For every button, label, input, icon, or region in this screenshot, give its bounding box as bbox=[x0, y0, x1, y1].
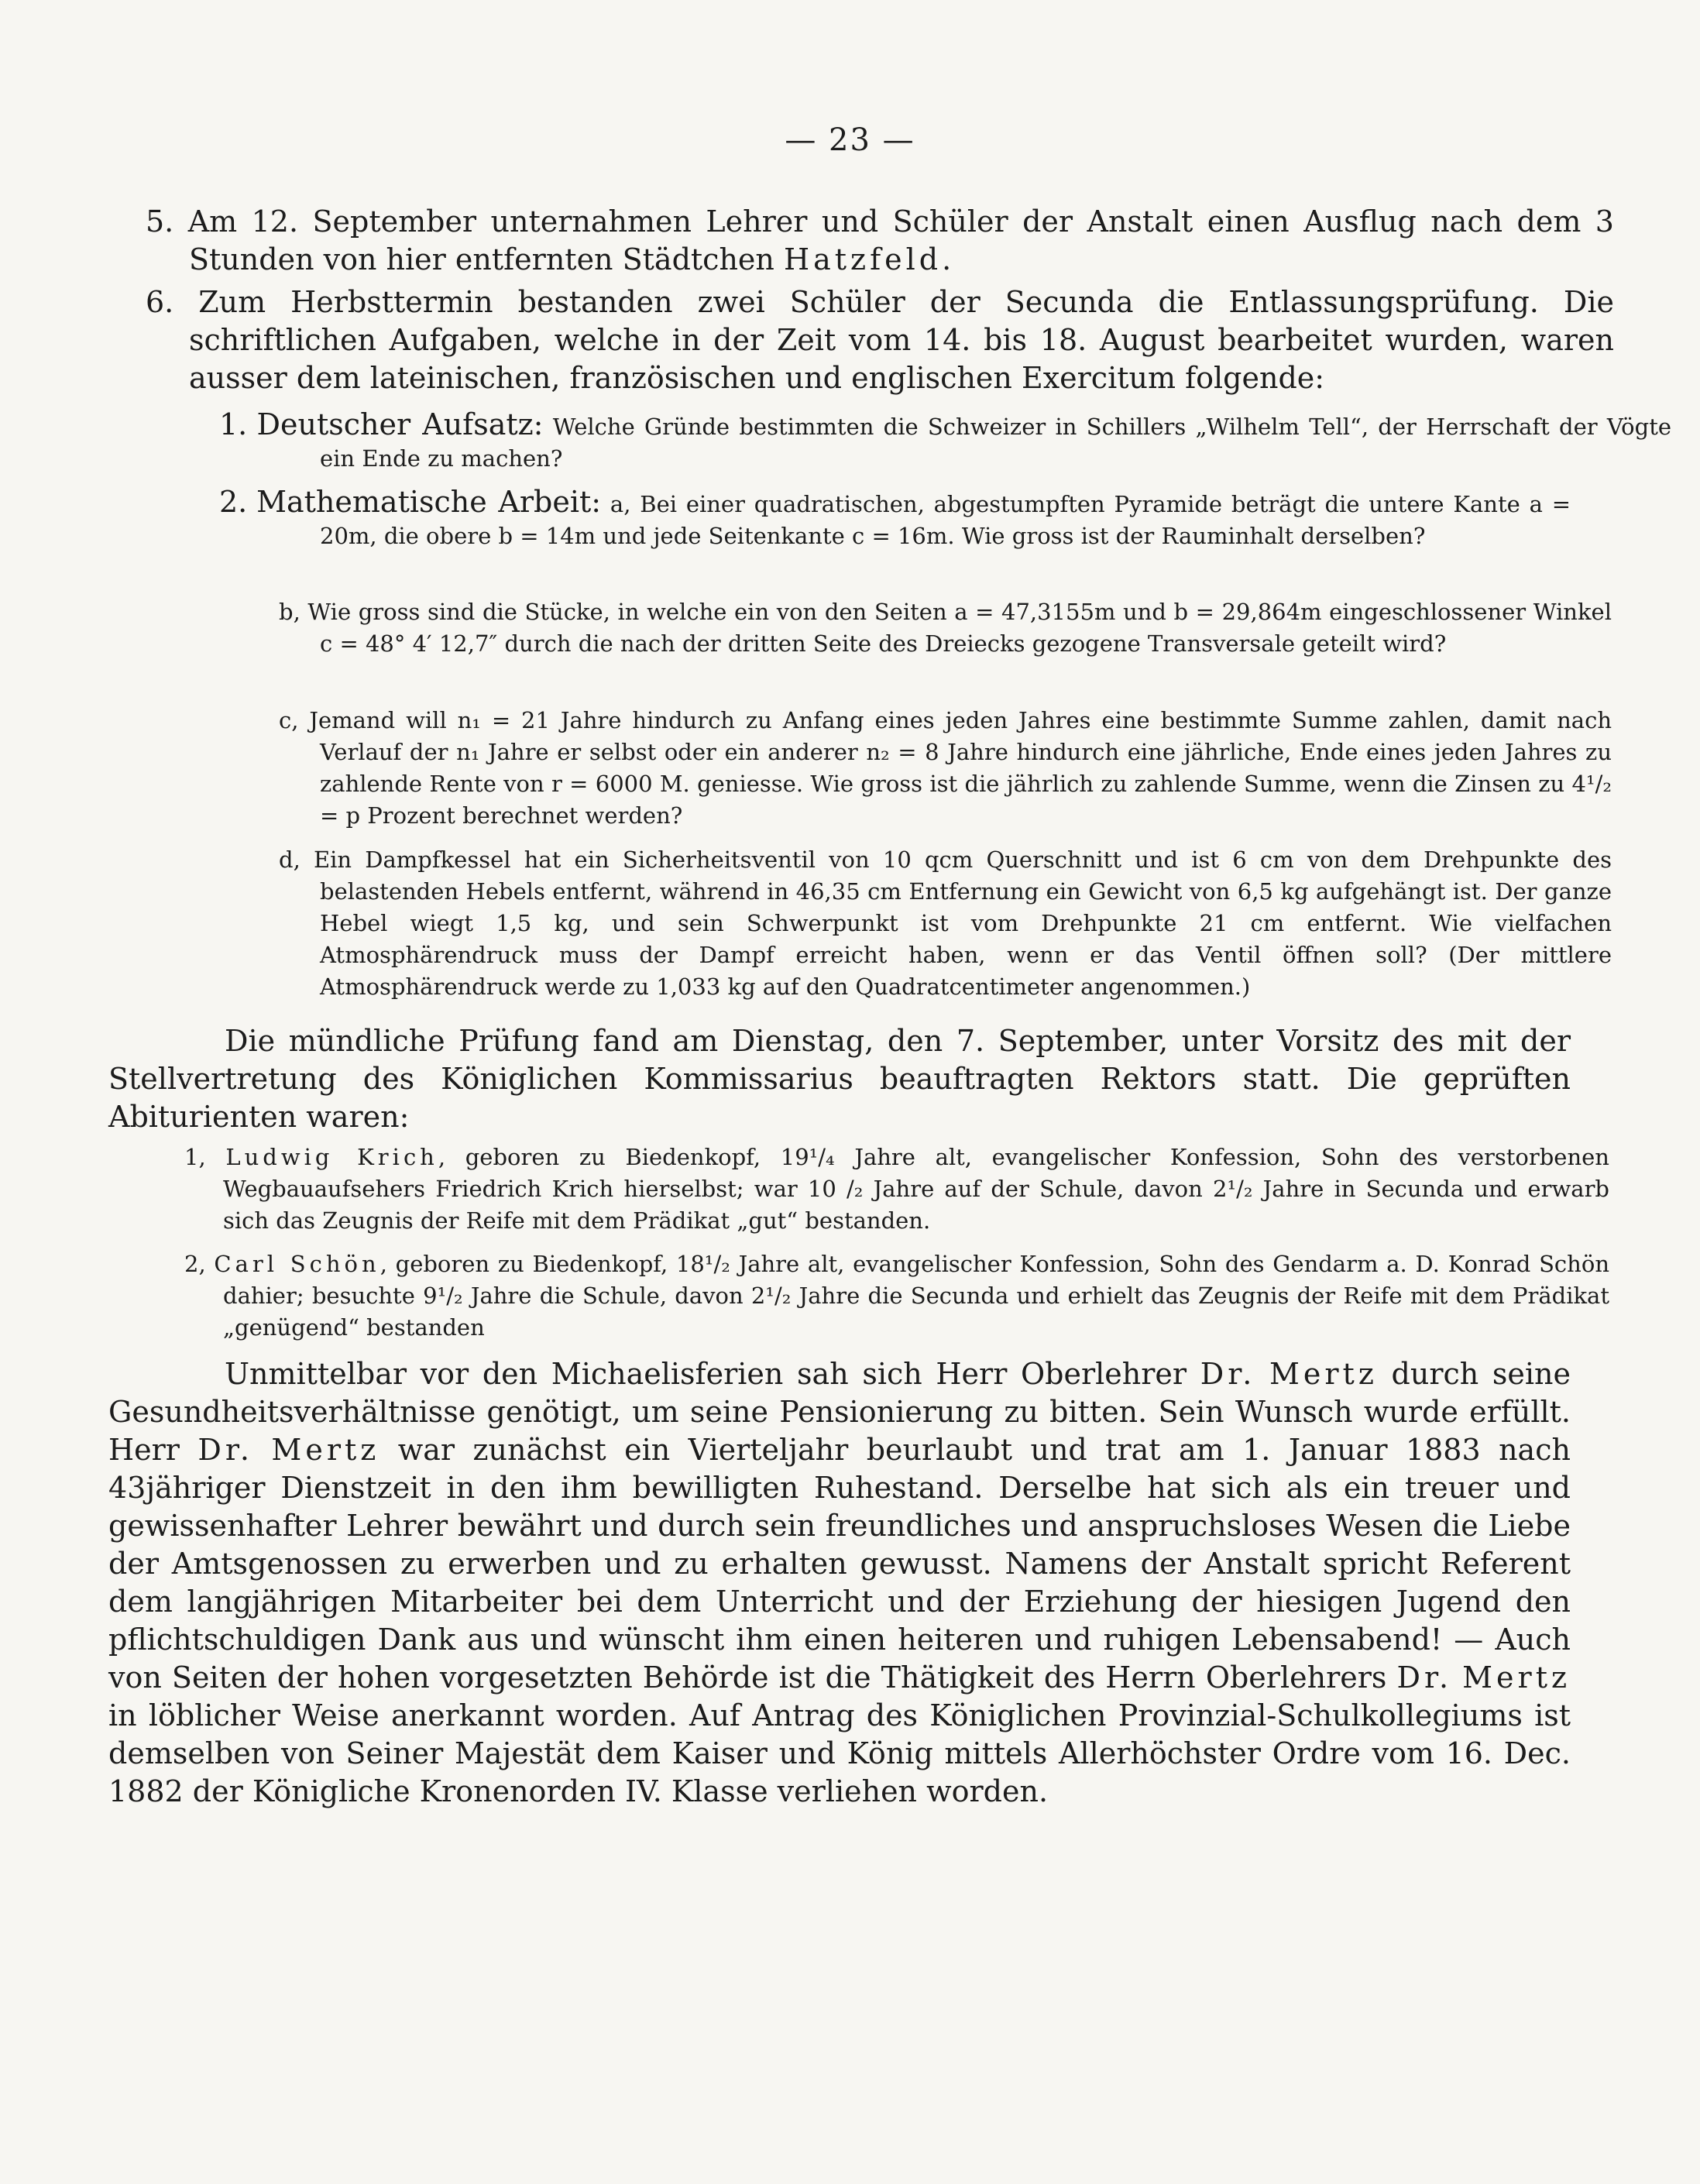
oral-exam-paragraph: Die mündliche Prüfung fand am Dienstag, den 7. September, unter Vorsitz des mit der Stellvertretung des Königlichen Kommissarius beauftragten Rektors statt. Die geprüften Abiturienten waren: bbox=[108, 1024, 1571, 1134]
task-2-part-d: d, Ein Dampfkessel hat ein Sicherheitsventil von 10 qcm Querschnitt und ist 6 cm von dem Drehpunkte des belastenden Hebels entfernt, während in 46,35 cm Entfernung ein Gewicht von 6,5 kg aufgehängt ist. Der ganze Hebel wiegt 1,5 kg, und sein Schwerpunkt ist vom Drehpunkte 21 cm entfernt. Wie vielfachen Atmosphärendruck muss der Dampf erreicht haben, wenn er das Ventil öffnen soll? (Der mittlere Atmosphärendruck werde zu 1,033 kg auf den Quadratcentimeter angenommen.) bbox=[279, 846, 1612, 1000]
closing-name-1: Mertz bbox=[1269, 1357, 1378, 1391]
item-6-number: 6. bbox=[146, 285, 174, 319]
task-2-part-b: b, Wie gross sind die Stücke, in welche ein von den Seiten a = 47,3155m und b = 29,864m eingeschlossener Winkel c = 48° 4′ 12,7″ durch die nach der dritten Seite des Dreiecks gezogene Transversale geteilt wird? bbox=[279, 599, 1612, 657]
closing-name-3: Mertz bbox=[1462, 1660, 1571, 1695]
closing-dr-2: Dr. bbox=[197, 1433, 253, 1467]
student-1 bbox=[184, 1142, 1609, 1237]
task-2 bbox=[219, 486, 1571, 552]
item-5-end: . bbox=[942, 242, 952, 276]
student-1-text: , geboren zu Biedenkopf, 19¹/₄ Jahre alt, evangelischer Konfession, Sohn des verstorbenen Wegbauaufsehers Friedrich Krich hierselbst; war 10 /₂ Jahre auf der Schule, davon 2¹/₂ Jahre in Secunda und erwarb sich das Zeugnis der Reife mit dem Prädikat „gut“ bestanden. bbox=[223, 1144, 1609, 1234]
task-2-part-a bbox=[219, 486, 1571, 552]
item-5-place: Hatzfeld bbox=[783, 242, 943, 276]
task-1-text: Welche Gründe bestimmten die Schweizer in Schillers „Wilhelm Tell“, der Herrschaft der Vögte ein Ende zu machen? bbox=[320, 414, 1672, 472]
task-2-part-c: c, Jemand will n₁ = 21 Jahre hindurch zu Anfang eines jeden Jahres eine bestimmte Summe zahlen, damit nach Verlauf der n₁ Jahre er selbst oder ein anderer n₂ = 8 Jahre hindurch eine jährliche, Ende eines jeden Jahres zu zahlende Rente von r = 6000 M. geniesse. Wie gross ist die jährlich zu zahlende Summe, wenn die Zinsen zu 4¹/₂ = p Prozent berechnet werden? bbox=[279, 707, 1612, 829]
item-5 bbox=[146, 203, 1614, 279]
closing-part-1: Unmittelbar vor den Michaelisferien sah sich Herr Oberlehrer bbox=[225, 1357, 1187, 1391]
page-number: — 23 — bbox=[785, 122, 915, 158]
student-2 bbox=[184, 1248, 1609, 1344]
closing-name-2: Mertz bbox=[271, 1433, 380, 1467]
closing-part-4: in löblicher Weise anerkannt worden. Auf Antrag des Königlichen Provinzial-Schulkollegiums ist demselben von Seiner Majestät dem Kaiser und König mittels Allerhöchster Ordre vom 16. Dec. 1882 der Königliche Kronenorden IV. Klasse verliehen worden. bbox=[108, 1698, 1571, 1808]
item-5-text: Am 12. September unternahmen Lehrer und Schüler der Anstalt einen Ausflug nach dem 3 Stunden von hier entfernten Städtchen bbox=[187, 204, 1614, 276]
student-2-number: 2, bbox=[184, 1251, 206, 1277]
closing-part-2: durch seine Gesundheitsverhältnisse genötigt, um seine Pensionierung zu bitten. Sein Wunsch wurde erfüllt. Herr bbox=[108, 1357, 1571, 1467]
task-2-a-text: a, Bei einer quadratischen, abgestumpften Pyramide beträgt die untere Kante a = 20m, die obere b = 14m und jede Seitenkante c = 16m. Wie gross ist der Rauminhalt derselben? bbox=[320, 491, 1571, 549]
closing-dr-3: Dr. bbox=[1396, 1660, 1453, 1695]
task-1-number: 1. bbox=[219, 407, 248, 441]
closing-part-3: war zunächst ein Vierteljahr beurlaubt und trat am 1. Januar 1883 nach 43jähriger Dienstzeit in den ihm bewilligten Ruhestand. Derselbe hat sich als ein treuer und gewissenhafter Lehrer bewährt und durch sein freundliches und anspruchsloses Wesen die Liebe der Amtsgenossen zu erwerben und zu erhalten gewusst. Namens der Anstalt spricht Referent dem langjährigen Mitarbeiter bei dem Unterricht und der Erziehung der hiesigen Jugend den pflichtschuldigen Dank aus und wünscht ihm einen heiteren und ruhigen Lebensabend! — Auch von Seiten der hohen vorgesetzten Behörde ist die Thätigkeit des Herrn Oberlehrers bbox=[108, 1433, 1571, 1695]
task-2-heading: Mathematische Arbeit: bbox=[256, 485, 602, 519]
task-2-number: 2. bbox=[219, 485, 248, 519]
student-2-name: Carl Schön bbox=[214, 1251, 380, 1277]
student-1-name: Ludwig Krich bbox=[225, 1144, 438, 1170]
task-1-heading: Deutscher Aufsatz: bbox=[256, 407, 544, 441]
item-6-text: Zum Herbsttermin bestanden zwei Schüler der Secunda die Entlassungsprüfung. Die schriftlichen Aufgaben, welche in der Zeit vom 14. bis 18. August bearbeitet wurden, waren ausser dem lateinischen, französischen und englischen Exercitum folgende: bbox=[189, 285, 1614, 395]
closing-paragraph bbox=[108, 1355, 1571, 1811]
student-2-text: , geboren zu Biedenkopf, 18¹/₂ Jahre alt, evangelischer Konfession, Sohn des Gendarm a. D. Konrad Schön dahier; besuchte 9¹/₂ Jahre die Schule, davon 2¹/₂ Jahre die Secunda und erhielt das Zeugnis der Reife mit dem Prädikat „genügend“ bestanden bbox=[223, 1251, 1609, 1341]
closing-dr-1: Dr. bbox=[1200, 1357, 1256, 1391]
item-6 bbox=[146, 283, 1614, 397]
student-1-number: 1, bbox=[184, 1144, 206, 1170]
task-1 bbox=[219, 409, 1671, 475]
item-5-number: 5. bbox=[146, 204, 174, 239]
